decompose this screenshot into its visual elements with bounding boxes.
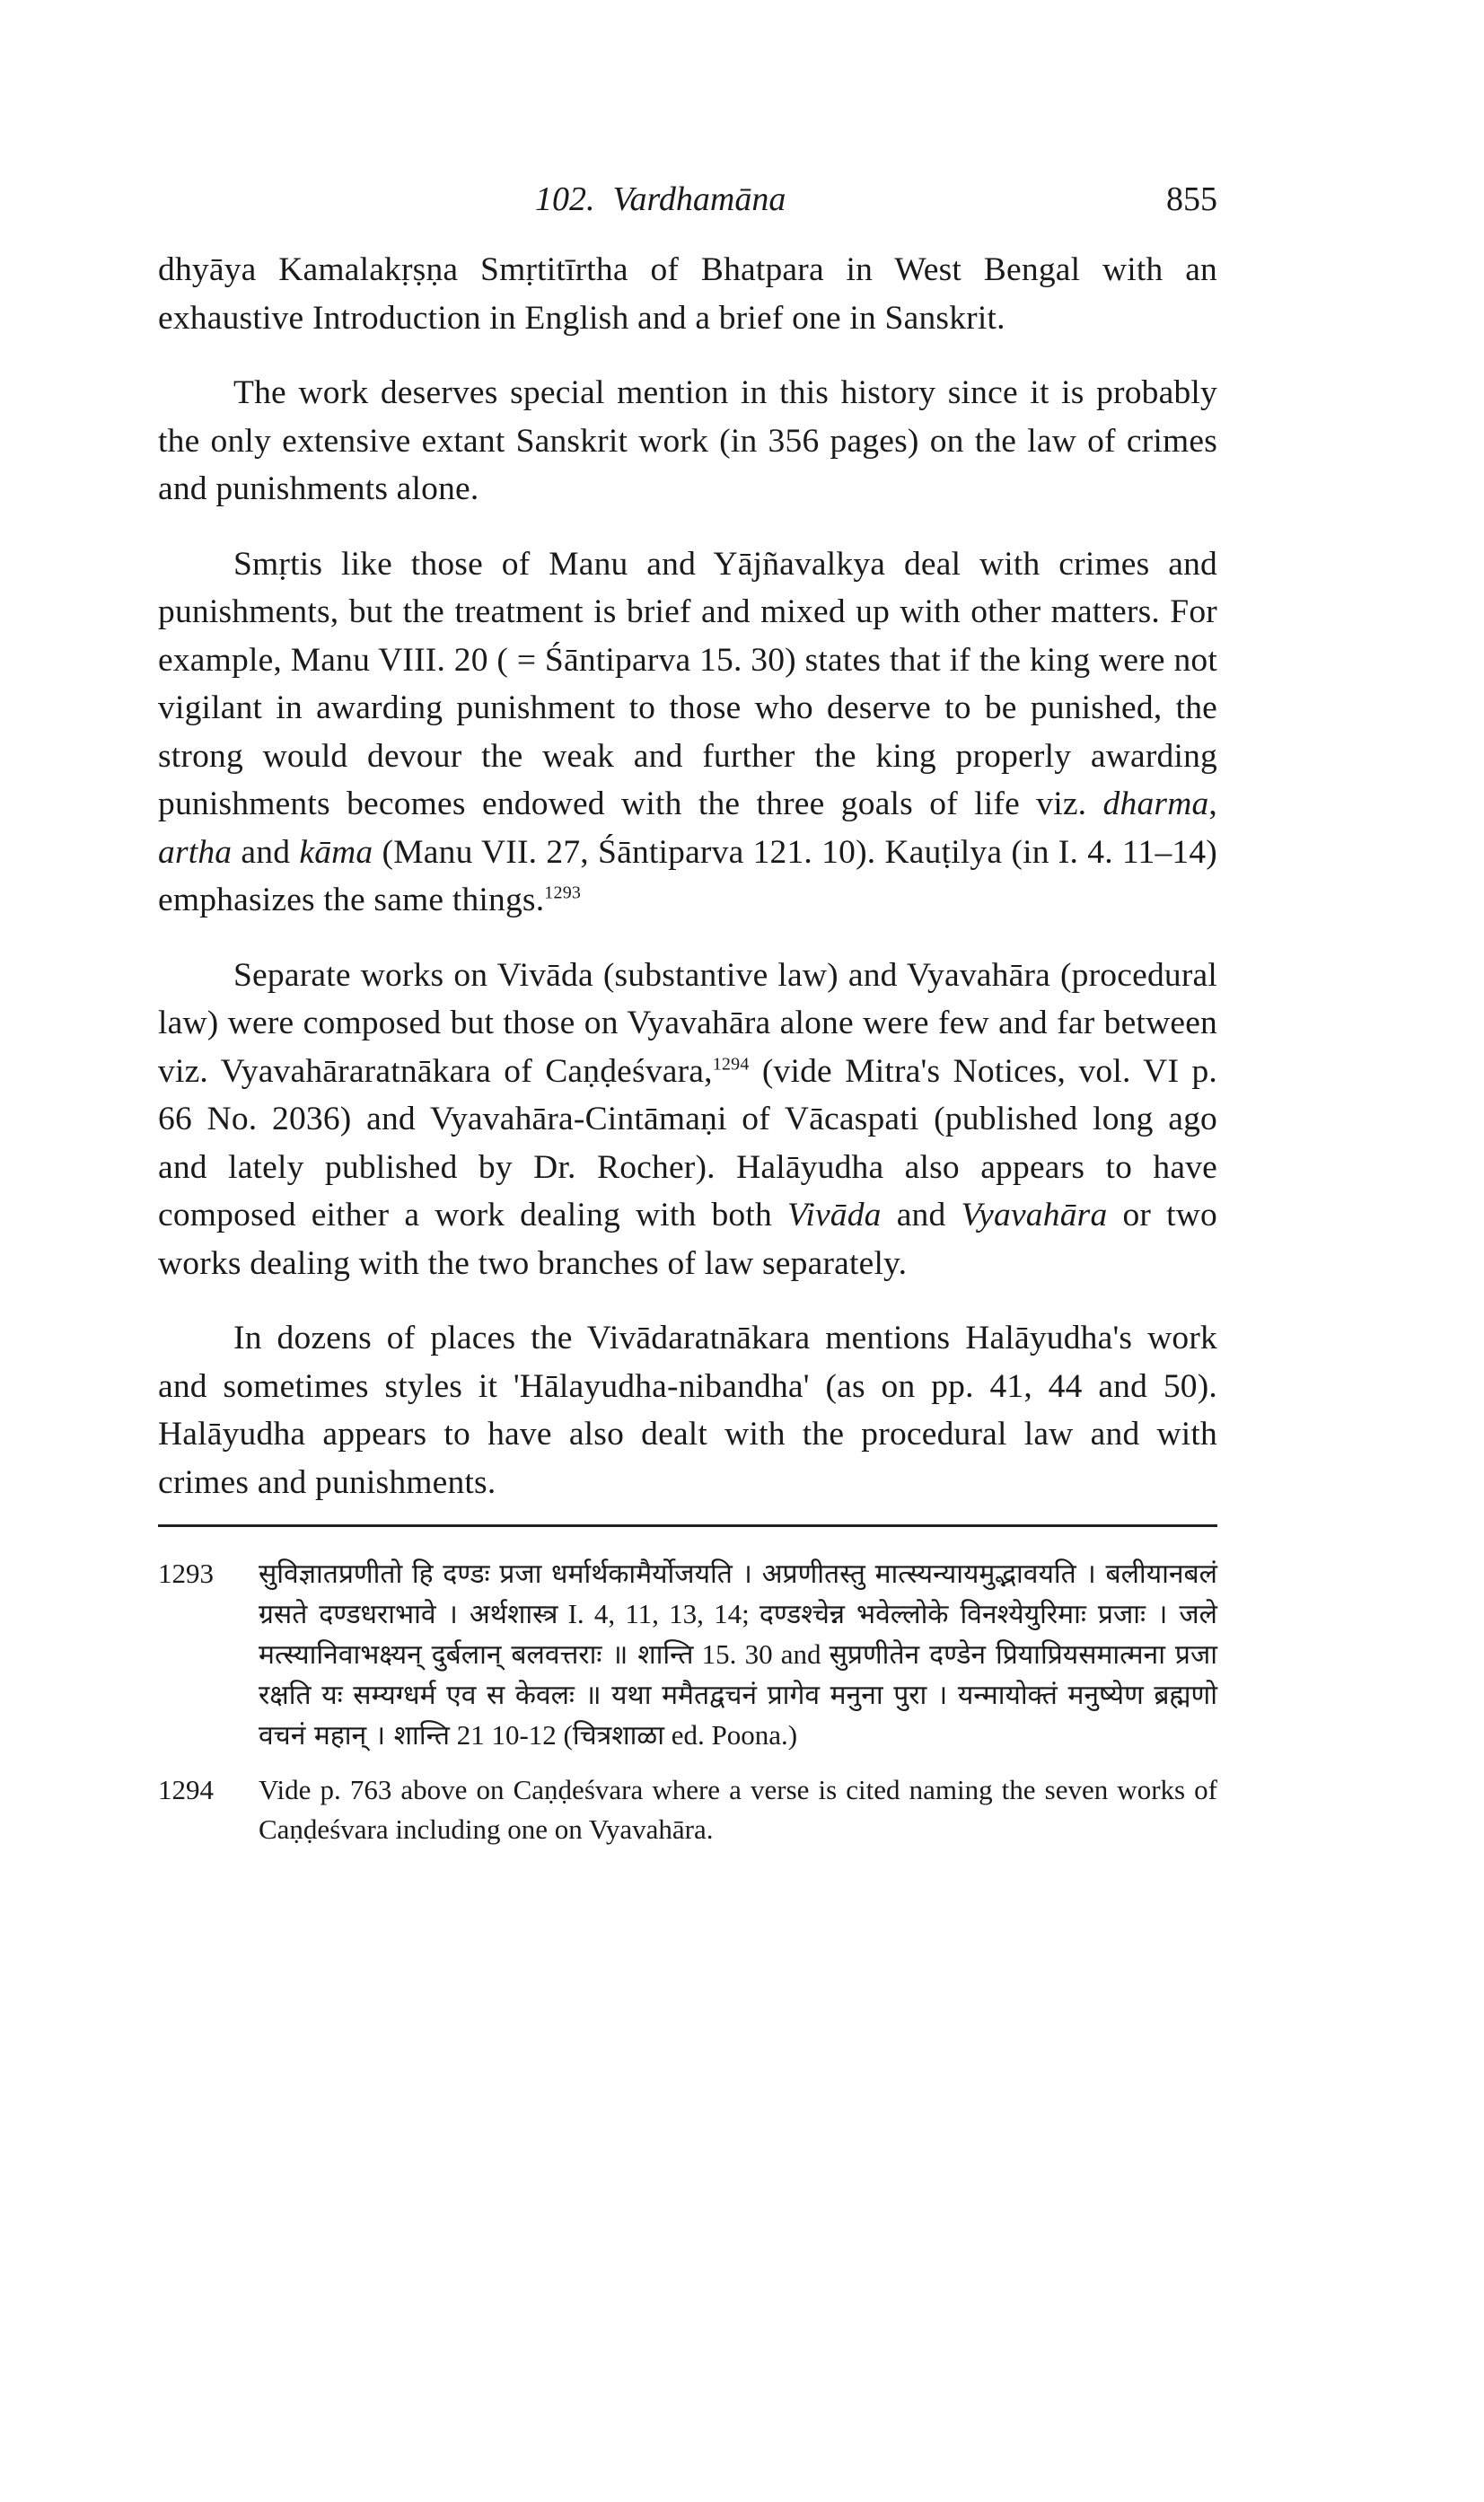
paragraph-4-text-end: or two works dealing with the two branches of law separately. (158, 1197, 1217, 1282)
term-dharma: dharma (1102, 786, 1209, 822)
citation: ed. Poona.) (663, 1719, 798, 1751)
paragraph-5: In dozens of places the Vivādaratnākara mentions Halāyudha's work and sometimes styles it 'Hālayudha-nibandha' (as on pp. 41, 44 and 50). Halāyudha appears to have also dealt with the procedural law and with crimes and punishments. (158, 1320, 1217, 1501)
paragraph-4 (158, 952, 1217, 1288)
sanskrit-quote: सुविज्ञातप्रणीतो हि दण्डः प्रजा धर्मार्थकामैर्योजयति । अप्रणीतस्तु मात्स्यन्यायमुद्भावयति । बलीयानबलं ग्रसते दण्डधराभावे । अर्थशास्त्र (259, 1558, 1217, 1630)
separator: and (232, 833, 300, 871)
footnote-number: 1293 (158, 1558, 214, 1589)
footnote-1293 (158, 1554, 1217, 1756)
chapter-number: 102. (535, 180, 595, 218)
sanskrit-quote: सुप्रणीतेन दण्डेन प्रियाप्रियसमात्मना प्रजा रक्षति यः सम्यग्धर्म एव स केवलः ॥ यथा ममैतद्वचनं प्रागेव मनुना पुरा । यन्मायोक्तं मनुष्येण ब्रह्मणो वचनं महान् । शान्ति (259, 1639, 1218, 1751)
chapter-title (535, 180, 786, 219)
footnote-divider (158, 1524, 1217, 1527)
paragraph-4-text: Separate works on Vivāda (substantive law) and Vyavahāra (procedural law) were composed but those on Vyavahāra alone were few and far between viz. Vyavahāraratnākara of Caṇḍeśvara, (158, 956, 1217, 1090)
citation: 21 10-12 ( (449, 1719, 573, 1751)
citation: I. 4, 11, 13, 14; (558, 1598, 760, 1629)
footnote-ref-1294[interactable]: 1294 (712, 1054, 750, 1074)
term-vyavahara: Vyavahāra (961, 1197, 1108, 1233)
footnote-text: Vide p. 763 above on Caṇḍeśvara where a verse is cited naming the seven works of Caṇḍeśvara including one on Vyavahāra. (259, 1774, 1217, 1845)
paragraph-4-text-cont: (vide Mitra's Notices, vol. VI p. 66 No. 2036) and Vyavahāra-Cintāmaṇi of Vācaspati (published long ago and lately published by Dr. Rocher). Halāyudha also appears to have composed either a work dealing with both (158, 1052, 1217, 1233)
footnote-1294 (158, 1770, 1217, 1849)
term-vivada: Vivāda (787, 1197, 882, 1233)
citation: 15. 30 and (693, 1638, 830, 1670)
footnote-number: 1294 (158, 1774, 214, 1805)
term-kama: kāma (299, 833, 373, 871)
chapter-name: Vardhamāna (612, 180, 786, 218)
footnotes (158, 1554, 1217, 1849)
term-artha: artha (158, 833, 233, 871)
sanskrit-quote: चित्रशाळा (572, 1720, 664, 1751)
separator: and (881, 1197, 962, 1233)
sanskrit-quote: दण्डश्चेन्न भवेल्लोके विनश्येयुरिमाः प्रजाः । जले मत्स्यानिवाभक्ष्यन् दुर्बलान् बलवत्तराः ॥ शान्ति (259, 1599, 1217, 1671)
paragraph-3-text-cont: (Manu VII. 27, Śāntiparva 121. 10). Kauṭilya (in I. 4. 11–14) emphasizes the same things. (158, 833, 1217, 918)
paragraph-3 (158, 540, 1217, 925)
paragraph-1: dhyāya Kamalakṛṣṇa Smṛtitīrtha of Bhatpara in West Bengal with an exhaustive Introduction in English and a brief one in Sanskrit. (158, 251, 1217, 337)
running-head (158, 180, 1217, 233)
book-page (158, 180, 1217, 1849)
paragraph-3-text: Smṛtis like those of Manu and Yājñavalkya deal with crimes and punishments, but the treatment is brief and mixed up with other matters. For example, Manu VIII. 20 ( = Śāntiparva 15. 30) states that if the king were not vigilant in awarding punishment to those who deserve to be punished, the strong would devour the weak and further the king properly awarding punishments becomes endowed with the three goals of life viz. (158, 545, 1217, 822)
separator: , (1208, 786, 1217, 822)
footnote-ref-1293[interactable]: 1293 (544, 882, 582, 903)
page-number: 855 (1166, 180, 1217, 218)
paragraph-2: The work deserves special mention in this history since it is probably the only extensive extant Sanskrit work (in 356 pages) on the law of crimes and punishments alone. (158, 374, 1217, 507)
